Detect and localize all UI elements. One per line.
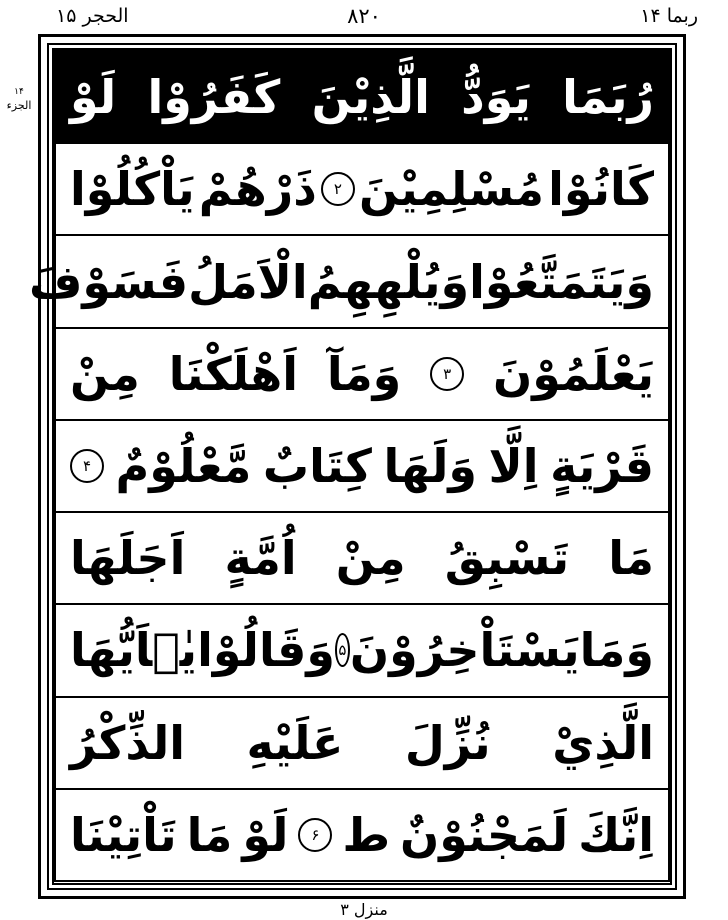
verse-lines <box>28 50 670 882</box>
verse-word: مِنْ <box>70 346 140 401</box>
ayah-number-marker: ۲ <box>321 172 355 206</box>
verse-word: عَلَيْهِ <box>246 715 344 770</box>
verse-line <box>56 511 668 603</box>
verse-line <box>56 142 668 234</box>
page-number: ۸۲۰ <box>347 4 381 28</box>
verse-word: قَرْيَةٍ <box>550 438 654 493</box>
verse-word: لَمَجْنُوْنٌ <box>400 807 569 862</box>
verse-word: اُمَّةٍ <box>224 531 297 586</box>
verse-word: تَسْبِقُ <box>444 531 570 586</box>
verse-word: مَّعْلُوْمٌ <box>115 438 252 493</box>
manzil-footer: منزل ۳ <box>340 900 388 919</box>
juz-margin-marker <box>2 86 36 112</box>
verse-line <box>56 419 668 511</box>
verse-word: اِنَّكَ <box>578 807 654 862</box>
verse-word: اَجَلَهَا <box>70 531 186 586</box>
verse-word: مَا <box>186 807 233 862</box>
verse-word: يَعْلَمُوْنَ <box>493 346 654 401</box>
verse-word: كِتَابٌ <box>262 438 372 493</box>
ayah-number-marker: ۵ <box>335 633 350 667</box>
verse-line <box>56 788 668 880</box>
verse-word: يَاْكُلُوْا <box>70 162 195 217</box>
header-surah-name-left: الحجر ۱۵ <box>56 5 129 27</box>
verse-word: الْاَمَلُ <box>188 254 308 309</box>
juz-number: ۱۴ <box>14 87 24 97</box>
verse-word: الَّذِيْنَ <box>311 70 430 125</box>
verse-word: وَيَتَمَتَّعُوْا <box>469 254 654 309</box>
verse-word: مَا <box>608 531 654 586</box>
verse-word: وَيُلْهِهِمُ <box>307 254 470 309</box>
verse-word: اَهْلَكْنَا <box>168 346 299 401</box>
verse-line-heading <box>56 52 668 142</box>
verse-word: يَوَدُّ <box>461 70 531 125</box>
verse-word: اِلَّا <box>488 438 539 493</box>
verse-line <box>56 603 668 695</box>
verse-word: وَقَالُوْا <box>197 623 335 678</box>
ayah-number-marker: ۴ <box>70 449 104 483</box>
verse-word: مِنْ <box>335 531 406 586</box>
verse-word: وَمَآ <box>326 346 402 401</box>
verse-line <box>56 327 668 419</box>
ayah-number-marker: ۶ <box>298 818 332 852</box>
verse-word: يَسْتَاْخِرُوْنَ <box>349 623 580 678</box>
verse-word: الَّذِيْ <box>552 715 654 770</box>
verse-word: لَوْ <box>70 70 117 125</box>
verse-word: يٰۤاَيُّهَا <box>70 623 198 678</box>
verse-word: ذَرْهُمْ <box>198 162 317 217</box>
verse-word: تَاْتِيْنَا <box>70 807 177 862</box>
verse-word: وَلَهَا <box>383 438 477 493</box>
header-surah-juz-right: ربما ۱۴ <box>640 5 698 27</box>
verse-word: الذِّكْرُ <box>70 715 185 770</box>
verse-word: فَسَوْفَ <box>28 254 189 309</box>
verse-word: نُزِّلَ <box>404 715 491 770</box>
juz-label: الجزء <box>6 99 32 112</box>
verse-word: وَمَا <box>579 623 654 678</box>
verse-word: رُبَمَا <box>562 70 654 125</box>
verse-word: ط <box>342 807 391 862</box>
verse-word: لَوْ <box>242 807 289 862</box>
verse-word: كَفَرُوْا <box>147 70 281 125</box>
verse-word: مُسْلِمِيْنَ <box>358 162 545 217</box>
verse-line <box>56 696 668 788</box>
ayah-number-marker: ۳ <box>430 357 464 391</box>
verse-word: كَانُوْا <box>548 162 654 217</box>
verse-line <box>28 234 668 326</box>
